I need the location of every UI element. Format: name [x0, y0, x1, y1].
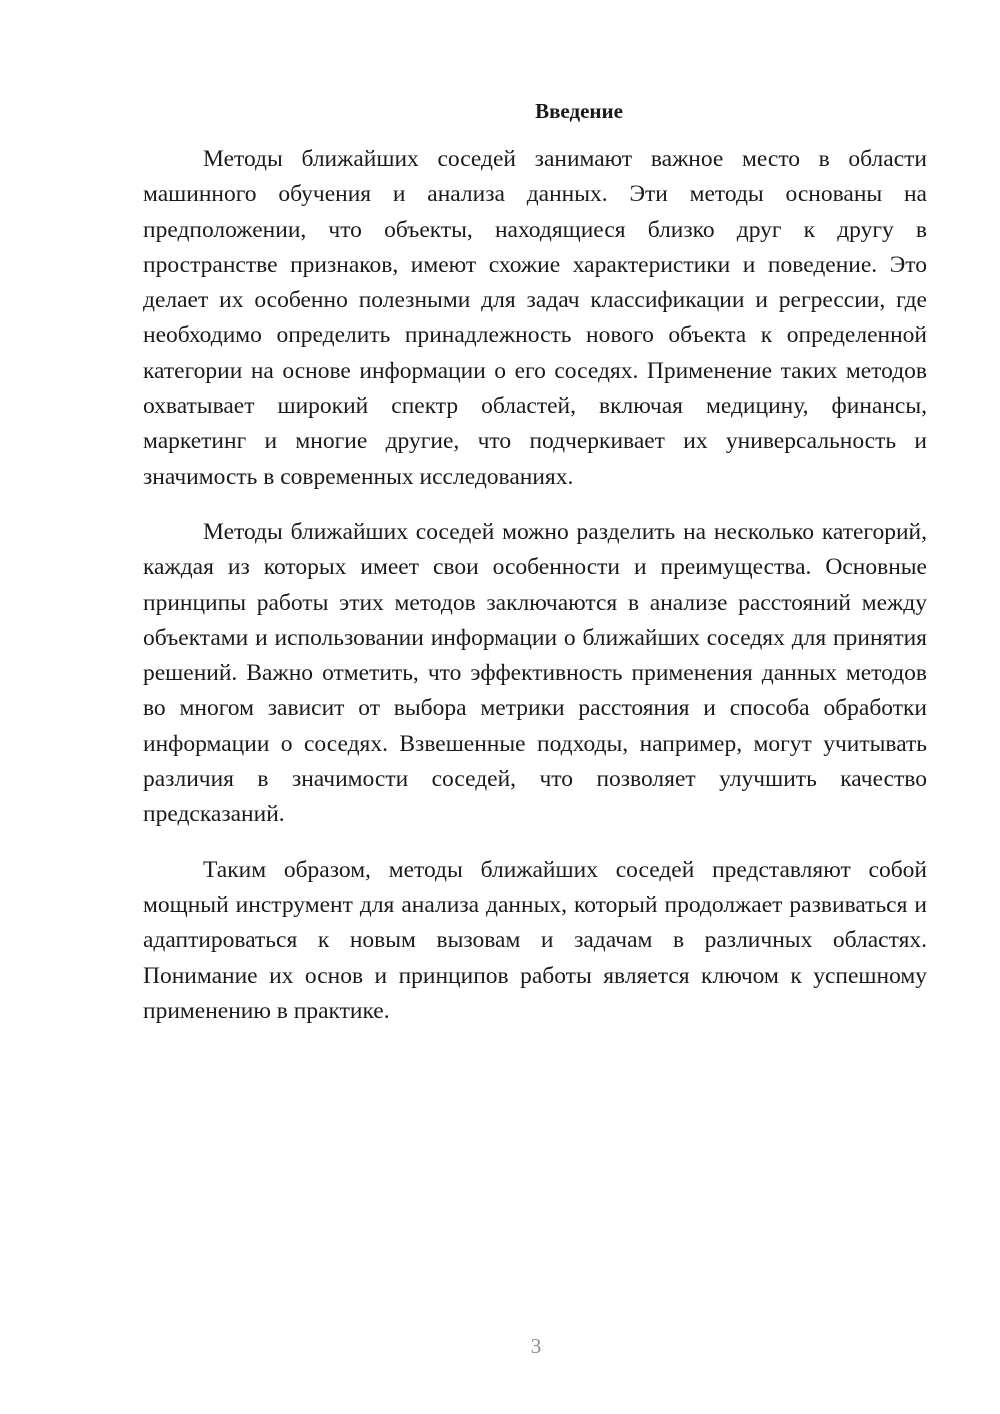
section-heading: Введение: [535, 99, 623, 123]
body-text: [143, 142, 927, 1049]
paragraph-1: Методы ближайших соседей занимают важное место в области машинного обучения и анализа данных. Эти методы основаны на предположении, что объекты, находящиеся близко друг к другу в пространстве признаков, имеют схожие характеристики и поведение. Это делает их особенно полезными для задач классификации и регрессии, где необходимо определить принадлежность нового объекта к определенной категории на основе информации о его соседях. Применение таких методов охватывает широкий спектр областей, включая медицину, финансы, маркетинг и многие другие, что подчеркивает их универсальность и значимость в современных исследованиях.: [143, 146, 927, 490]
paragraph-3: Таким образом, методы ближайших соседей представляют собой мощный инструмент для анализа данных, который продолжает развиваться и адаптироваться к новым вызовам и задачам в различных областях. Понимание их основ и принципов работы является ключом к успешному применению в практике.: [143, 856, 927, 1024]
paragraph-2: Методы ближайших соседей можно разделить на несколько категорий, каждая из которых имеет свои особенности и преимущества. Основные принципы работы этих методов заключаются в анализе расстояний между объектами и использовании информации о ближайших соседях для принятия решений. Важно отметить, что эффективность применения данных методов во многом зависит от выбора метрики расстояния и способа обработки информации о соседях. Взвешенные подходы, например, могут учитывать различия в значимости соседей, что позволяет улучшить качество предсказаний.: [143, 518, 927, 828]
page-number: 3: [530, 1334, 542, 1358]
